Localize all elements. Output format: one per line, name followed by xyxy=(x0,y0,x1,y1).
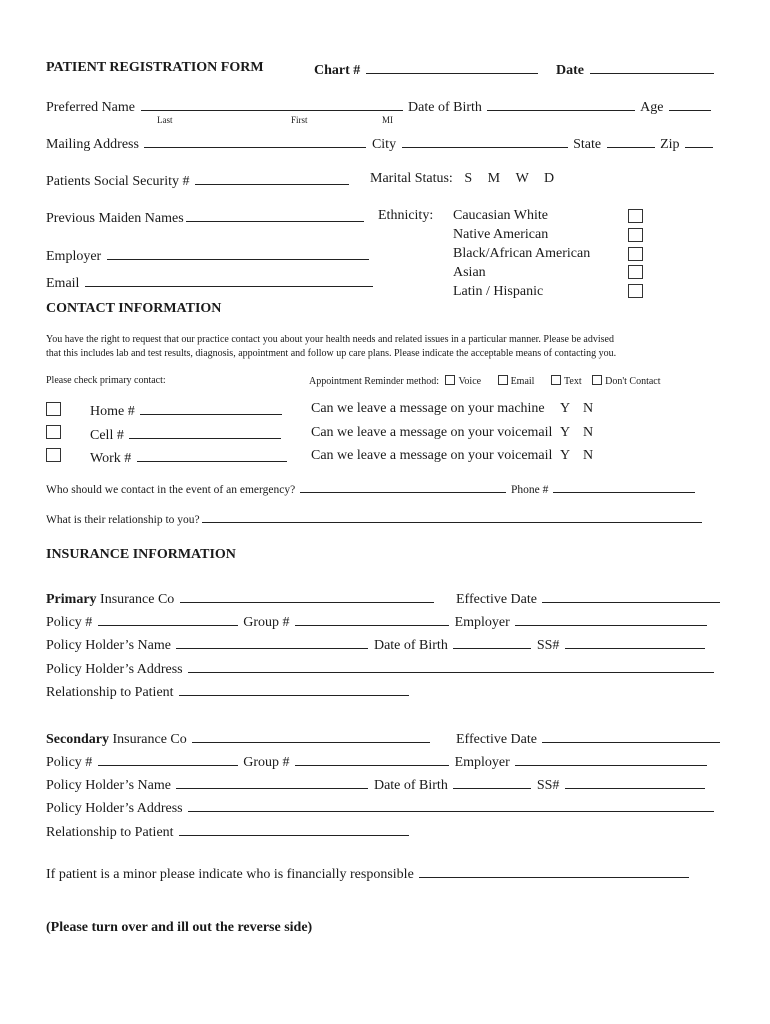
marital-status xyxy=(370,171,554,187)
ssn-label: Patients Social Security # xyxy=(46,174,190,189)
marital-option-d[interactable]: D xyxy=(544,171,555,186)
dob-label: Date of Birth xyxy=(408,100,482,115)
secondary-employer-input[interactable] xyxy=(515,752,707,766)
secondary-relationship-label: Relationship to Patient xyxy=(46,825,174,840)
primary-holder-address-input[interactable] xyxy=(188,659,714,673)
emergency-contact-input[interactable] xyxy=(300,481,506,493)
secondary-policy-row xyxy=(46,752,709,771)
home-phone-row xyxy=(90,401,284,420)
contact-paragraph-line-1: You have the right to request that our practice contact you about your health needs and related issues in a particular manner. Please be advised xyxy=(46,334,614,345)
primary-group-input[interactable] xyxy=(295,612,449,626)
ethnicity-option-latin: Latin / Hispanic xyxy=(453,284,544,299)
marital-option-m[interactable]: M xyxy=(487,171,501,186)
reminder-email-checkbox[interactable] xyxy=(498,375,508,385)
reminder-text[interactable] xyxy=(551,376,582,387)
primary-holder-address-label: Policy Holder’s Address xyxy=(46,662,183,677)
home-message-no[interactable]: N xyxy=(583,401,594,416)
chart-label: Chart # xyxy=(314,63,361,78)
primary-holder-ss-input[interactable] xyxy=(565,635,705,649)
primary-effective-date-label: Effective Date xyxy=(456,592,537,607)
cell-phone-label: Cell # xyxy=(90,428,124,443)
reminder-dont-contact[interactable] xyxy=(592,376,660,387)
employer-label: Employer xyxy=(46,249,102,264)
ssn-row xyxy=(46,171,351,190)
secondary-effective-date-label: Effective Date xyxy=(456,732,537,747)
reminder-label: Appointment Reminder method: xyxy=(309,376,439,387)
primary-insurance-co-input[interactable] xyxy=(180,589,434,603)
primary-holder-name-row xyxy=(46,635,707,654)
date-label: Date xyxy=(556,63,584,78)
ssn-input[interactable] xyxy=(195,171,349,185)
age-input[interactable] xyxy=(669,97,711,111)
secondary-holder-dob-input[interactable] xyxy=(453,775,531,789)
turn-over-note: (Please turn over and ill out the reverse side) xyxy=(46,920,313,935)
state-input[interactable] xyxy=(607,134,655,148)
secondary-holder-address-input[interactable] xyxy=(188,798,714,812)
primary-group-label: Group # xyxy=(243,615,290,630)
secondary-holder-address-label: Policy Holder’s Address xyxy=(46,801,183,816)
reminder-dont-contact-checkbox[interactable] xyxy=(592,375,602,385)
cell-phone-input[interactable] xyxy=(129,425,281,439)
secondary-group-label: Group # xyxy=(243,755,290,770)
work-phone-label: Work # xyxy=(90,451,132,466)
secondary-policy-input[interactable] xyxy=(98,752,238,766)
primary-employer-input[interactable] xyxy=(515,612,707,626)
home-phone-label: Home # xyxy=(90,404,135,419)
maiden-names-input[interactable] xyxy=(186,208,364,222)
cell-phone-row xyxy=(90,425,283,444)
sub-first: First xyxy=(291,115,308,125)
reminder-voice-checkbox[interactable] xyxy=(445,375,455,385)
secondary-label: Secondary xyxy=(46,732,109,747)
zip-input[interactable] xyxy=(685,134,713,148)
primary-relationship-row xyxy=(46,682,411,701)
primary-insurance-co-row xyxy=(46,589,436,608)
primary-label: Primary xyxy=(46,592,97,607)
mailing-address-row xyxy=(46,134,715,153)
reminder-voice-label: Voice xyxy=(458,376,482,387)
mailing-address-label: Mailing Address xyxy=(46,137,139,152)
sub-last: Last xyxy=(157,115,173,125)
relationship-row xyxy=(46,511,704,526)
emergency-phone-label: Phone # xyxy=(510,484,549,496)
maiden-names-label: Previous Maiden Names xyxy=(46,211,184,226)
primary-policy-label: Policy # xyxy=(46,615,93,630)
cell-message-yes[interactable]: Y xyxy=(560,425,571,440)
primary-holder-ss-label: SS# xyxy=(536,638,560,653)
emergency-phone-input[interactable] xyxy=(553,481,695,493)
primary-holder-dob-input[interactable] xyxy=(453,635,531,649)
secondary-insurance-co-input[interactable] xyxy=(192,729,430,743)
cell-message-no[interactable]: N xyxy=(583,425,594,440)
email-input[interactable] xyxy=(85,273,373,287)
ethnicity-option-black: Black/African American xyxy=(453,246,591,261)
home-message-question: Can we leave a message on your machine xyxy=(311,401,545,416)
secondary-holder-name-label: Policy Holder’s Name xyxy=(46,778,171,793)
primary-holder-address-row xyxy=(46,659,716,678)
form-title: PATIENT REGISTRATION FORM xyxy=(46,60,264,75)
contact-paragraph xyxy=(46,333,726,361)
secondary-holder-name-row xyxy=(46,775,707,794)
secondary-holder-address-row xyxy=(46,798,716,817)
reminder-text-label: Text xyxy=(563,376,582,387)
work-phone-input[interactable] xyxy=(137,448,287,462)
secondary-insurance-co-row xyxy=(46,729,432,748)
preferred-name-row xyxy=(46,97,713,116)
cell-message-question: Can we leave a message on your voicemail xyxy=(311,425,553,440)
primary-insurance-co-label: Insurance Co xyxy=(100,592,175,607)
preferred-name-input[interactable] xyxy=(141,97,403,111)
ethnicity-checkbox-latin[interactable] xyxy=(628,284,643,298)
email-row xyxy=(46,273,375,292)
minor-responsible-input[interactable] xyxy=(419,864,689,878)
emergency-label: Who should we contact in the event of an emergency? xyxy=(46,484,296,496)
secondary-employer-label: Employer xyxy=(454,755,510,770)
chart-field xyxy=(314,60,540,79)
primary-effective-date-input[interactable] xyxy=(542,589,720,603)
reminder-text-checkbox[interactable] xyxy=(551,375,561,385)
secondary-effective-date-row xyxy=(456,729,722,748)
home-phone-input[interactable] xyxy=(140,401,282,415)
secondary-relationship-input[interactable] xyxy=(179,822,409,836)
ethnicity-checkbox-native-american[interactable] xyxy=(628,228,643,242)
primary-relationship-input[interactable] xyxy=(179,682,409,696)
ethnicity-label: Ethnicity: xyxy=(378,208,434,223)
contact-paragraph-line-2: that this includes lab and test results, diagnosis, appointment and follow up care plans. Please indicate the acceptable means of contacting you. xyxy=(46,348,617,359)
age-label: Age xyxy=(640,100,664,115)
primary-holder-dob-label: Date of Birth xyxy=(373,638,448,653)
secondary-holder-ss-input[interactable] xyxy=(565,775,705,789)
reminder-method xyxy=(309,375,661,387)
primary-policy-row xyxy=(46,612,709,631)
employer-row xyxy=(46,246,371,265)
emergency-row xyxy=(46,481,697,496)
dob-input[interactable] xyxy=(487,97,635,111)
secondary-policy-label: Policy # xyxy=(46,755,93,770)
date-field xyxy=(556,60,716,79)
reminder-voice[interactable] xyxy=(445,376,481,387)
home-message-yes[interactable]: Y xyxy=(560,401,571,416)
primary-effective-date-row xyxy=(456,589,722,608)
work-message-question: Can we leave a message on your voicemail xyxy=(311,448,553,463)
marital-option-s[interactable]: S xyxy=(464,171,473,186)
primary-holder-name-label: Policy Holder’s Name xyxy=(46,638,171,653)
cell-primary-checkbox[interactable] xyxy=(46,425,61,439)
ethnicity-checkbox-caucasian[interactable] xyxy=(628,209,643,223)
work-message-no[interactable]: N xyxy=(583,448,594,463)
city-label: City xyxy=(371,137,397,152)
primary-contact-label: Please check primary contact: xyxy=(46,375,166,386)
secondary-relationship-row xyxy=(46,822,411,841)
reminder-email-label: Email xyxy=(510,376,535,387)
reminder-email[interactable] xyxy=(498,376,535,387)
marital-option-w[interactable]: W xyxy=(515,171,529,186)
home-primary-checkbox[interactable] xyxy=(46,402,61,416)
secondary-holder-ss-label: SS# xyxy=(536,778,560,793)
ethnicity-option-caucasian: Caucasian White xyxy=(453,208,548,223)
work-message-yes[interactable]: Y xyxy=(560,448,571,463)
contact-heading: CONTACT INFORMATION xyxy=(46,301,222,316)
relationship-input[interactable] xyxy=(202,511,702,523)
ethnicity-option-native-american: Native American xyxy=(453,227,549,242)
work-primary-checkbox[interactable] xyxy=(46,448,61,462)
ethnicity-option-asian: Asian xyxy=(453,265,486,280)
city-input[interactable] xyxy=(402,134,568,148)
primary-policy-input[interactable] xyxy=(98,612,238,626)
minor-responsible-label: If patient is a minor please indicate who is financially responsible xyxy=(46,867,414,882)
date-input[interactable] xyxy=(590,60,714,74)
secondary-insurance-co-label: Insurance Co xyxy=(112,732,187,747)
primary-holder-name-input[interactable] xyxy=(176,635,368,649)
zip-label: Zip xyxy=(660,137,680,152)
insurance-heading: INSURANCE INFORMATION xyxy=(46,547,236,562)
work-phone-row xyxy=(90,448,289,467)
marital-status-label: Marital Status: xyxy=(370,171,453,186)
chart-input[interactable] xyxy=(366,60,538,74)
secondary-group-input[interactable] xyxy=(295,752,449,766)
ethnicity-checkbox-asian[interactable] xyxy=(628,265,643,279)
sub-mi: MI xyxy=(382,115,393,125)
preferred-name-label: Preferred Name xyxy=(46,100,136,115)
ethnicity-checkbox-black[interactable] xyxy=(628,247,643,261)
mailing-address-input[interactable] xyxy=(144,134,366,148)
maiden-names-row xyxy=(46,208,366,227)
relationship-label: What is their relationship to you? xyxy=(46,514,200,526)
reminder-dont-contact-label: Don't Contact xyxy=(605,376,661,387)
email-label: Email xyxy=(46,276,80,291)
employer-input[interactable] xyxy=(107,246,369,260)
minor-responsible-row xyxy=(46,864,691,883)
secondary-effective-date-input[interactable] xyxy=(542,729,720,743)
state-label: State xyxy=(573,137,602,152)
primary-relationship-label: Relationship to Patient xyxy=(46,685,174,700)
secondary-holder-dob-label: Date of Birth xyxy=(373,778,448,793)
primary-employer-label: Employer xyxy=(454,615,510,630)
secondary-holder-name-input[interactable] xyxy=(176,775,368,789)
